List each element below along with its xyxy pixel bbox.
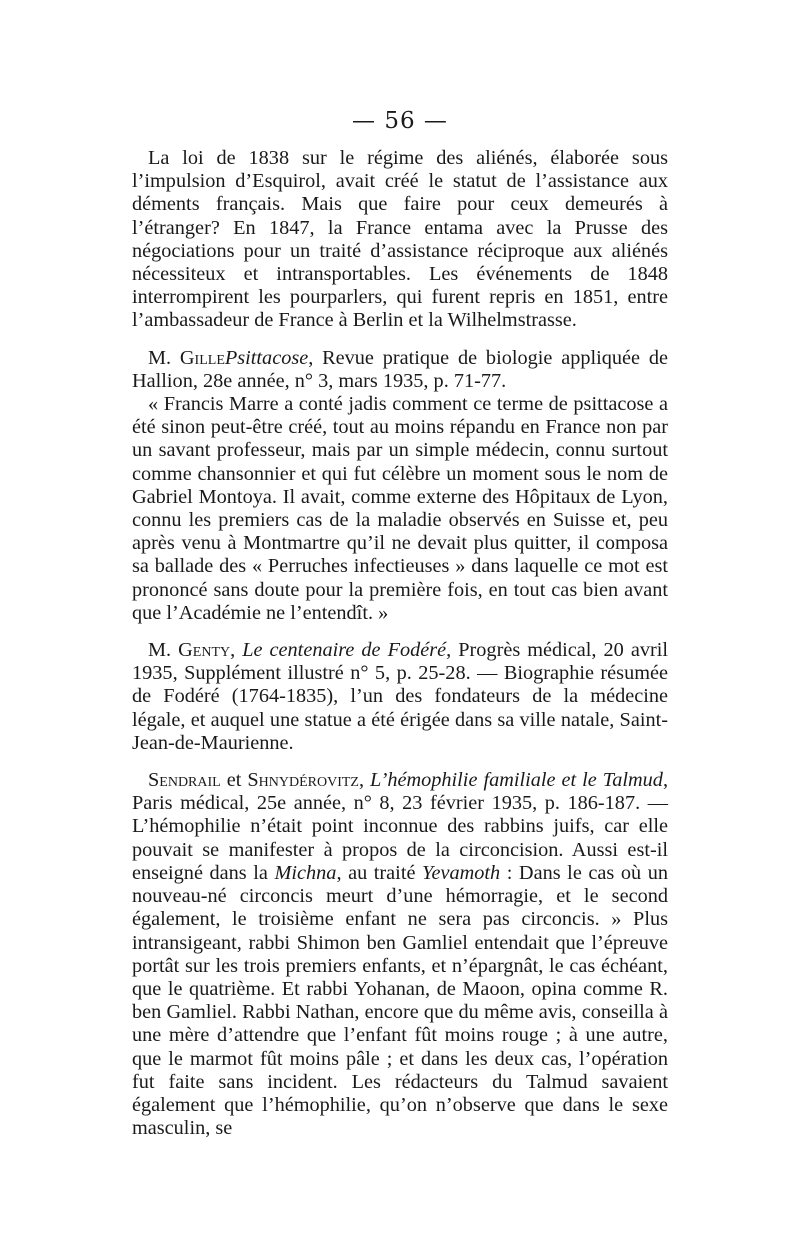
page-body	[132, 147, 668, 1140]
entry-genty: M. Genty, Le centenaire de Fodéré, Progrès médical, 20 avril 1935, Supplément illustré n° 5, p. 25-28. — Biographie résumée de Fodéré (1764-1835), l’un des fondateurs de la médecine légale, et auquel une statue a été érigée dans sa ville natale, Saint-Jean-de-Maurienne.	[132, 639, 669, 754]
author-name: Genty	[178, 639, 231, 662]
term-michna: Michna	[274, 861, 337, 884]
citation-text: , Revue pratique de biologie appliquée de Hallion, 28e année, n° 3, mars 1935, p. 71-77.	[132, 346, 668, 392]
quote-psittacose	[132, 393, 668, 625]
author-name: Gille	[179, 346, 225, 369]
author-name: Shnydérovitz	[247, 769, 359, 792]
paragraph-text: La loi de 1838 sur le régime des aliénés, élaborée sous l’impulsion d’Esquirol, avait créé le statut de l’assistance aux déments français. Mais que faire pour ceux demeurés à l’étranger? En 1847, la France entama avec la Prusse des négociations pour un traité d’assistance réciproque aux aliénés nécessiteux et intransportables. Les événements de 1848 interrompirent les pourparlers, qui furent repris en 1851, entre l’ambassadeur de France à Berlin et la Wilhelmstrasse.	[132, 147, 668, 332]
page-number: — 56 —	[352, 108, 448, 134]
quote-text: « Francis Marre a conté jadis comment ce terme de psittacose a été sinon peut-être créé, tout au moins répandu en France non par un savant professeur, mais par un simple médecin, connu surtout comme chansonnier et qui fut célèbre un moment sous le nom de Gabriel Montoya. Il avait, comme externe des Hôpitaux de Lyon, connu les premiers cas de la maladie observés en Suisse et, peu après venu à Montmartre qu’il ne devait plus quitter, il composa sa ballade des « Perruches infectieuses » dans laquelle ce mot est prononcé sans doute pour la première fois, en tout cas bien avant que l’Académie ne l’entendît. »	[132, 393, 668, 624]
author-name: Sendrail	[148, 769, 221, 792]
entry-text: , Progrès médical, 20 avril 1935, Supplément illustré n° 5, p. 25-28. — Biographie résumée de Fodéré (1764-1835), l’un des fondateurs de la médecine légale, et auquel une statue a été érigée dans sa ville natale, Saint-Jean-de-Maurienne.	[132, 639, 669, 754]
entry-sendrail: Sendrail et Shnydérovitz, L’hémophilie familiale et le Talmud, Paris médical, 25e année, n° 8, 23 février 1935, p. 186-187. — L’hémophilie n’était point inconnue des rabbins juifs, car elle pouvait se manifester à propos de la circoncision. Aussi est-il enseigné dans la Michna, au traité Yevamoth : Dans le cas où un nouveau-né circoncis meurt d’une hémorragie, et le second également, le troisième enfant ne sera pas circoncis. » Plus intransigeant, rabbi Shimon ben Gamliel entendait que l’épreuve portât sur les trois premiers enfants, et n’épargnât, le cas échéant, que le quatrième. Et rabbi Yohanan, de Maoon, opina comme R. ben Gamliel. Rabbi Nathan, encore que du même avis, conseilla à une mère d’attendre que l’enfant fût moins rouge ; à une autre, que le marmot fût moins pâle ; et dans les deux cas, l’opération fut faite sans incident. Les rédacteurs du Talmud savaient également que l’hémophilie, qu’on n’observe que dans le sexe masculin, se	[132, 769, 669, 1140]
article-title: L’hémophilie familiale et le Talmud	[370, 769, 663, 792]
entry-text: : Dans le cas où un nouveau-né circoncis meurt d’une hémorragie, et le second également, le troisième enfant ne sera pas circoncis. » Plus intransigeant, rabbi Shimon ben Gamliel entendait que l’épreuve portât sur les trois premiers enfants, et n’épargnât, le cas échéant, que le quatrième. Et rabbi Yohanan, de Maoon, opina comme R. ben Gamliel. Rabbi Nathan, encore que du même avis, conseilla à une mère d’attendre que l’enfant fût moins rouge ; à une autre, que le marmot fût moins pâle ; et dans les deux cas, l’opération fut faite sans incident. Les rédacteurs du Talmud savaient également que l’hémophilie, qu’on n’observe que dans le sexe masculin, se	[132, 861, 668, 1140]
article-title: Psittacose	[224, 346, 309, 369]
entry-gille: M. GillePsittacose, Revue pratique de biologie appliquée de Hallion, 28e année, n° 3, mars 1935, p. 71-77.	[132, 346, 668, 392]
term-yevamoth: Yevamoth	[422, 861, 501, 884]
entry-text: , Paris médical, 25e année, n° 8, 23 février 1935, p. 186-187. — L’hémophilie n’était point inconnue des rabbins juifs, car elle pouvait se manifester à propos de la circoncision. Aussi est-il enseigné dans la	[132, 769, 669, 884]
paragraph-esquirol	[132, 147, 668, 333]
article-title: Le centenaire de Fodéré	[242, 639, 447, 662]
